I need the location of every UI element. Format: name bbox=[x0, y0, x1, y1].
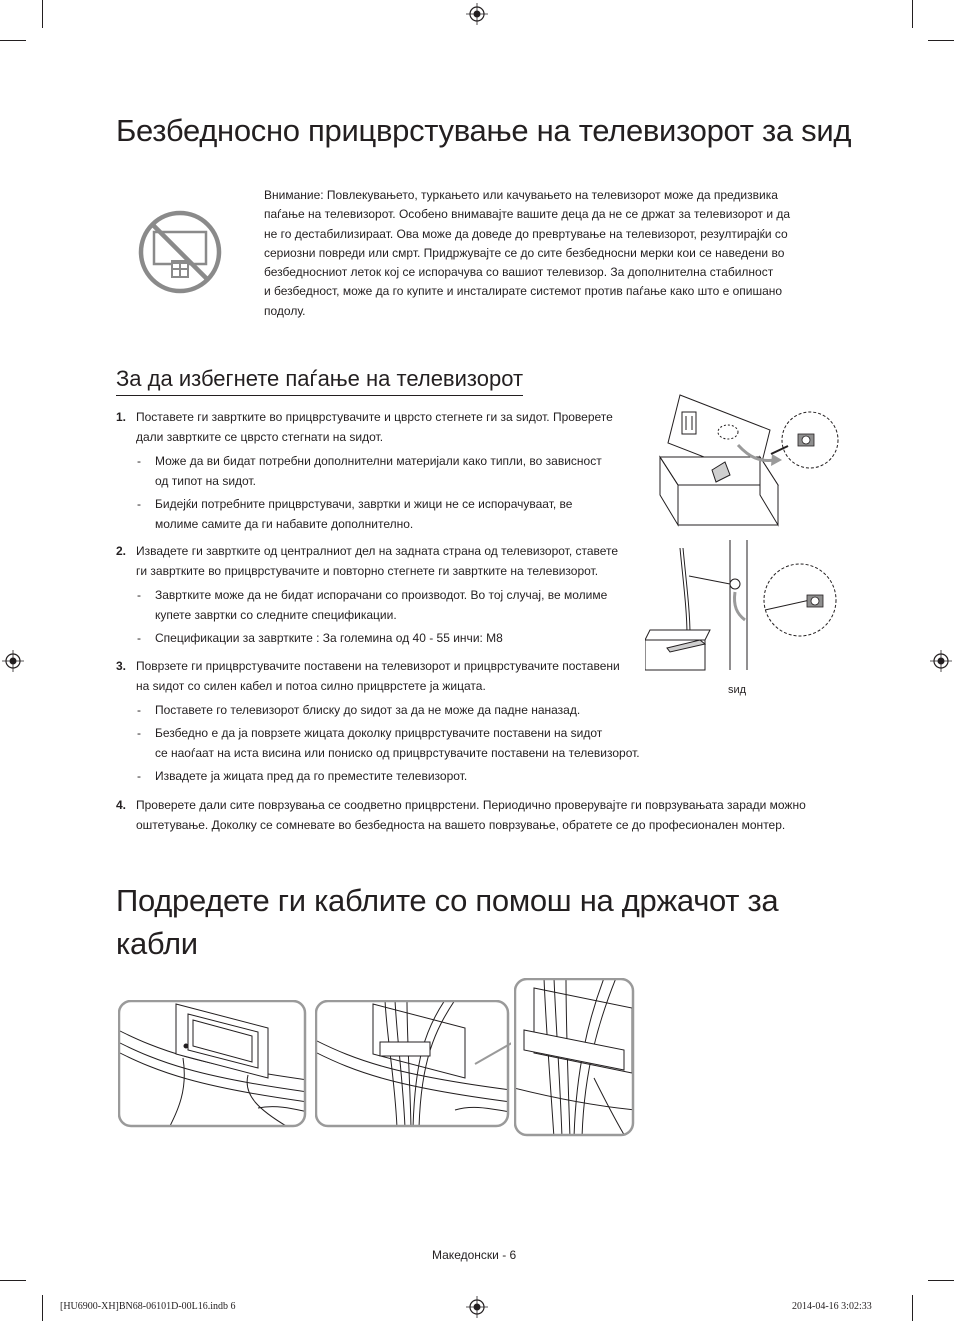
note-line: од типот на ѕидот. bbox=[155, 474, 256, 488]
wall-wire-side-illustration bbox=[645, 540, 845, 680]
crop-mark bbox=[42, 1295, 43, 1321]
date-info: 2014-04-16 3:02:33 bbox=[792, 1301, 872, 1312]
note-line: Извадете ја жицата пред да го преместите телевизорот. bbox=[155, 769, 468, 783]
cable-holder-closeup-illustration bbox=[514, 978, 636, 1138]
warning-line: сериозни повреди или смрт. Придржувајте се до сите безбедносни мерки кои се наведени во bbox=[264, 245, 785, 260]
step-2 bbox=[116, 541, 636, 581]
bullet-dash: - bbox=[137, 631, 141, 645]
registration-mark-icon bbox=[466, 3, 488, 25]
step-4 bbox=[116, 795, 816, 835]
step-text-line: Поставете ги завртките во прицврстувачите и цврсто стегнете ги за ѕидот. Проверете bbox=[136, 410, 613, 424]
bullet-dash: - bbox=[137, 497, 141, 511]
note-line: молиме самите да ги набавите дополнително. bbox=[155, 517, 414, 531]
note-line: купете завртки со следните спецификации. bbox=[155, 608, 397, 622]
crop-mark bbox=[0, 1280, 26, 1281]
page-number-label: Македонски - 6 bbox=[432, 1248, 517, 1262]
bullet-dash: - bbox=[137, 588, 141, 602]
cable-holder-step-2-illustration bbox=[315, 1000, 511, 1128]
note-line: Завртките може да не бидат испорачани со производот. Во тој случај, ве молиме bbox=[155, 588, 608, 602]
crop-mark bbox=[912, 0, 913, 28]
registration-mark-icon bbox=[930, 650, 952, 672]
step-text-line: на ѕидот со силен кабел и потоа силно прицврстете ја жицата. bbox=[136, 679, 486, 693]
step-text-line: дали завртките се цврсто стегнати на ѕидот. bbox=[136, 430, 384, 444]
step-number: 1. bbox=[116, 410, 127, 424]
step-number: 2. bbox=[116, 544, 127, 558]
title-line: Подредете ги каблите со помош на држачот за bbox=[116, 883, 779, 918]
warning-line: не го дестабилизираат. Ова може да доведе до превртување на телевизорот, резултирајќи со bbox=[264, 226, 788, 241]
step-text-line: Поврзете ги прицврстувачите поставени на телевизорот и прицврстувачите поставени bbox=[136, 659, 620, 673]
note-line: Може да ви бидат потребни дополнителни материјали како типли, во зависност bbox=[155, 454, 602, 468]
cable-holder-step-1-illustration bbox=[118, 1000, 308, 1128]
crop-mark bbox=[42, 0, 43, 28]
crop-mark bbox=[0, 40, 26, 41]
title-line: кабли bbox=[116, 926, 198, 961]
note-line: Поставете го телевизорот блиску до ѕидот за да не може да падне наназад. bbox=[155, 703, 581, 717]
warning-paragraph bbox=[264, 186, 826, 321]
tv-back-screw-illustration bbox=[650, 390, 850, 535]
crop-mark bbox=[912, 1295, 913, 1321]
warning-line: Внимание: Повлекувањето, туркањето или качувањето на телевизорот може да предизвика bbox=[264, 188, 778, 202]
step-number: 3. bbox=[116, 659, 127, 673]
registration-mark-icon bbox=[2, 650, 24, 672]
step-text-line: Извадете ги завртките од централниот дел на задната страна од телевизорот, ставете bbox=[136, 544, 619, 558]
warning-line: паѓање на телевизорот. Особено внимавајте вашите деца да не се држат за телевизорот и да bbox=[264, 207, 791, 222]
warning-line: безбедносниот леток кој се испорачува со вашиот телевизор. За дополнителна стабилност bbox=[264, 265, 774, 280]
crop-mark bbox=[928, 1280, 954, 1281]
warning-line: и безбедност, може да го купите и инсталирате системот против паѓање како што е опишано bbox=[264, 284, 783, 299]
page-title: Безбедносно прицврстување на телевизорот за ѕид bbox=[116, 113, 852, 148]
note-line: се наоѓаат на иста висина или пониско од прицврстувачите поставени на телевизорот. bbox=[155, 746, 640, 760]
bullet-dash: - bbox=[137, 769, 141, 783]
warning-line: подолу. bbox=[264, 303, 306, 318]
no-climbing-warning-icon bbox=[138, 210, 222, 294]
bullet-dash: - bbox=[137, 454, 141, 468]
bullet-dash: - bbox=[137, 726, 141, 740]
registration-mark-icon bbox=[466, 1296, 488, 1318]
cable-section-title bbox=[116, 879, 778, 965]
step-text-line: Проверете дали сите поврзувања се соодветно прицврстени. Периодично проверувајте ги поврзувањата заради можно bbox=[136, 798, 806, 812]
note-line: Безбедно е да ја поврзете жицата доколку прицврстувачите поставени на ѕидот bbox=[155, 726, 603, 740]
wall-caption: ѕид bbox=[728, 684, 747, 696]
step-1 bbox=[116, 407, 636, 447]
section-heading: За да избегнете паѓање на телевизорот bbox=[116, 365, 523, 396]
step-3 bbox=[116, 656, 636, 696]
note-line: Спецификации за завртките : За големина од 40 - 55 инчи: M8 bbox=[155, 631, 503, 645]
step-number: 4. bbox=[116, 798, 127, 812]
crop-mark bbox=[928, 40, 954, 41]
note-line: Бидејќи потребните прицврстувачи, завртки и жици не се испорачуваат, ве bbox=[155, 497, 573, 511]
bullet-dash: - bbox=[137, 703, 141, 717]
step-text-line: ги завртките во прицврстувачите и повторно стегнете ги завртките на телевизорот. bbox=[136, 564, 599, 578]
file-info: [HU6900-XH]BN68-06101D-00L16.indb 6 bbox=[60, 1301, 236, 1312]
step-text-line: оштетување. Доколку се сомневате во безбедноста на вашето поврзување, обратете се до професионален монтер. bbox=[136, 818, 786, 832]
